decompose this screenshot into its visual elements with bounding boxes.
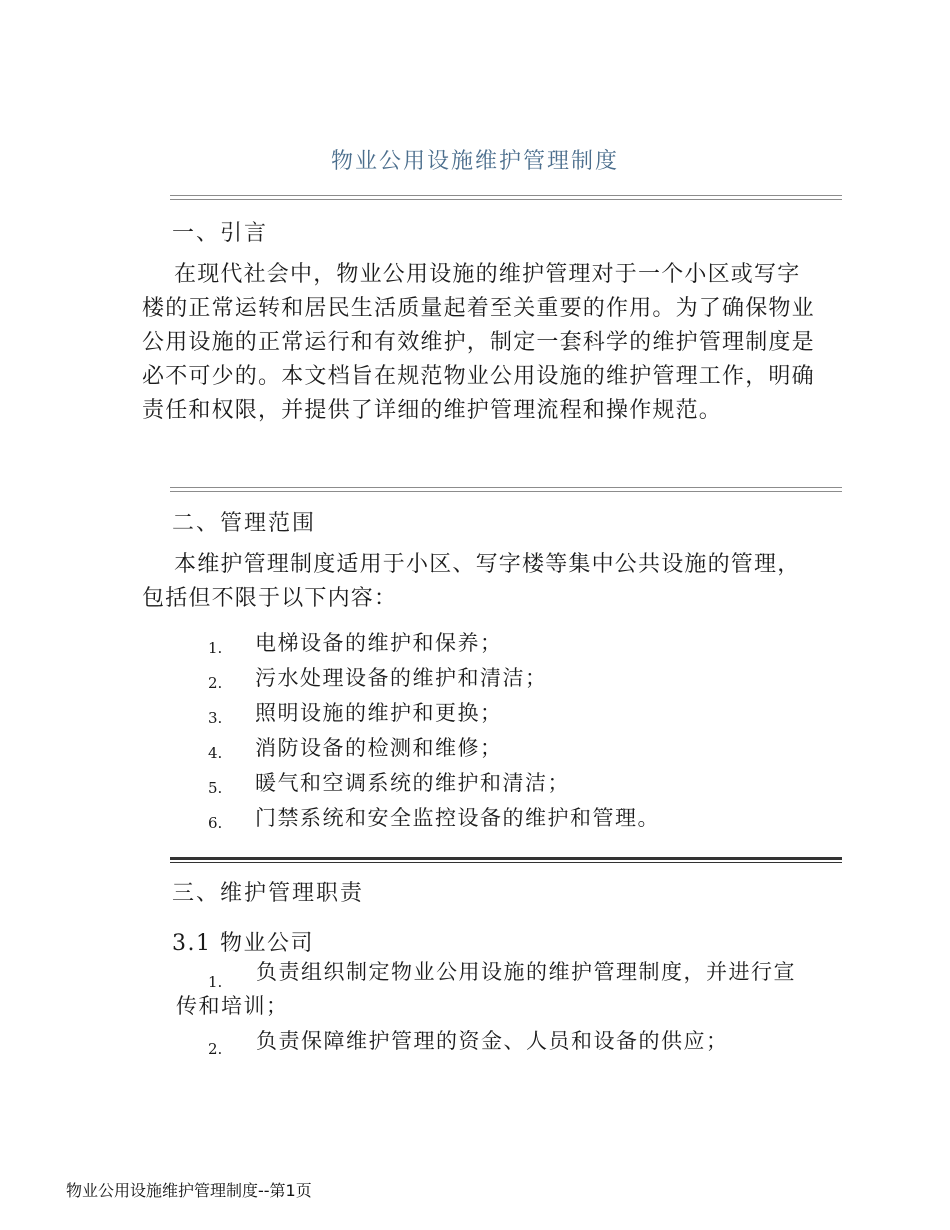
list-item-text: 负责保障维护管理的资金、人员和设备的供应； — [256, 1029, 729, 1053]
list-item — [0, 732, 950, 767]
section-divider — [170, 195, 842, 200]
scope-paragraph: 本维护管理制度适用于小区、写字楼等集中公共设施的管理，包括但不限于以下内容： — [142, 552, 801, 611]
list-item-number: 6. — [208, 814, 223, 832]
list-item — [0, 627, 950, 662]
scope-list — [0, 627, 950, 837]
section-heading-responsibilities: 三、维护管理职责 — [172, 881, 365, 906]
list-item-text: 消防设备的检测和维修； — [255, 736, 503, 760]
list-item — [0, 767, 950, 802]
list-item-number: 1. — [208, 639, 223, 657]
subsection-heading-property-company: 3.1 物业公司 — [172, 931, 314, 956]
section-heading-introduction: 一、引言 — [172, 221, 269, 246]
list-item-text: 照明设施的维护和更换； — [255, 701, 503, 725]
list-item-number: 5. — [208, 779, 223, 797]
section-heading-scope: 二、管理范围 — [172, 511, 317, 536]
page-footer: 物业公用设施维护管理制度--第1页 — [66, 1181, 312, 1200]
list-item-number: 3. — [208, 709, 223, 727]
list-item-text: 污水处理设备的维护和清洁； — [255, 666, 548, 690]
list-item-number: 2. — [208, 674, 223, 692]
document-title: 物业公用设施维护管理制度 — [330, 149, 619, 174]
introduction-paragraph: 在现代社会中，物业公用设施的维护管理对于一个小区或写字楼的正常运转和居民生活质量起着至关重要的作用。为了确保物业公用设施的正常运行和有效维护，制定一套科学的维护管理制度是必不可少的。本文档旨在规范物业公用设施的维护管理工作，明确责任和权限，并提供了详细的维护管理流程和操作规范。 — [142, 262, 815, 423]
section-divider — [170, 857, 842, 863]
list-item-text: 门禁系统和安全监控设备的维护和管理。 — [255, 806, 660, 830]
list-item-number: 4. — [208, 744, 223, 762]
list-item — [0, 697, 950, 732]
section-divider — [170, 487, 842, 492]
list-item-number: 2. — [208, 1040, 223, 1058]
list-item — [0, 802, 950, 837]
list-item-text: 负责组织制定物业公用设施的维护管理制度，并进行宣传和培训； — [176, 960, 796, 1018]
list-item — [0, 662, 950, 697]
list-item-number: 1. — [208, 973, 223, 991]
list-item-text: 电梯设备的维护和保养； — [255, 631, 503, 655]
list-item-text: 暖气和空调系统的维护和清洁； — [255, 771, 570, 795]
